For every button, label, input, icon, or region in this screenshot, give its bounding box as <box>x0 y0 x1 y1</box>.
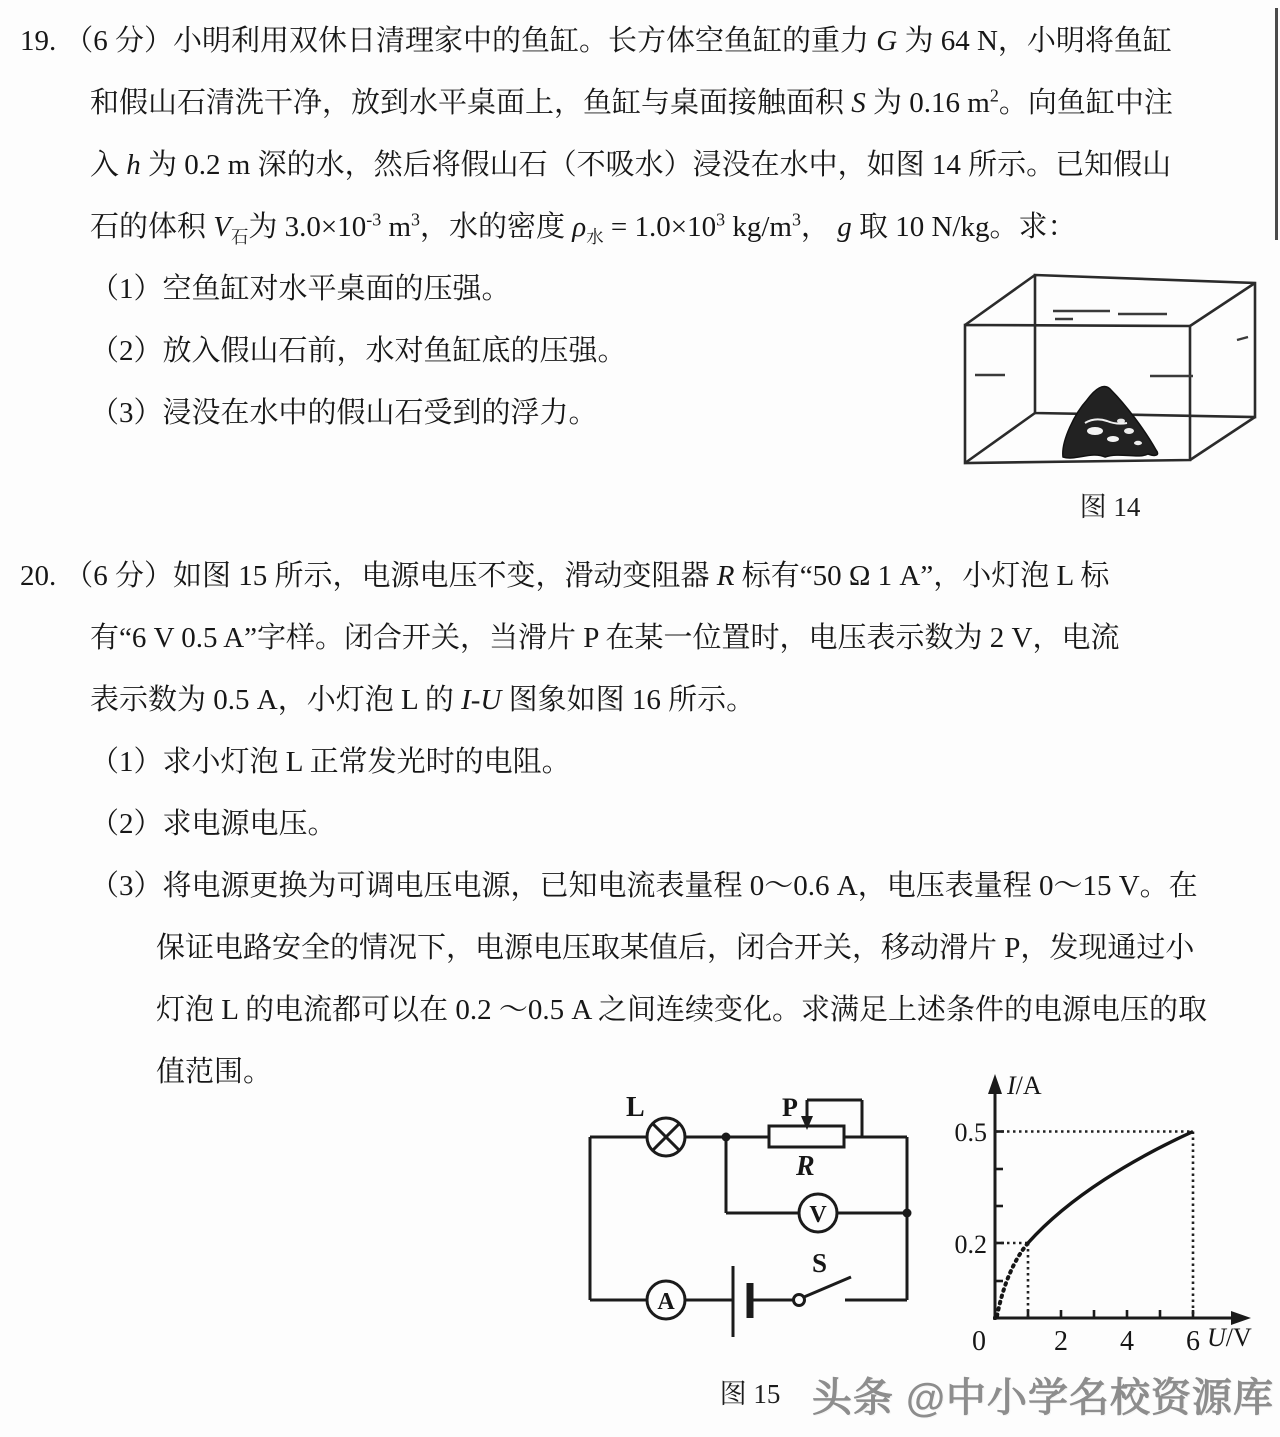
problem-20-sub-3-cont-3: 值范围。 <box>156 1056 273 1088</box>
y-tick-0-5: 0.5 <box>954 1118 987 1147</box>
problem-19-line-1 <box>20 10 1280 72</box>
figure-15-circuit <box>560 1080 940 1360</box>
y-axis-label: I/A <box>1007 1071 1042 1100</box>
slider-arrowhead <box>801 1116 813 1130</box>
voltmeter-label: V <box>809 1202 827 1228</box>
problem-20-sub-2: （2）求电源电压。 <box>90 808 337 840</box>
junction-dot-right <box>903 1209 912 1218</box>
axis-ticks <box>995 1132 1193 1319</box>
problem-19-line-2: 和假山石清洗干净，放到水平桌面上，鱼缸与桌面接触面积 S 为 0.16 $m^2$。向鱼缸中注 <box>90 85 1173 119</box>
problem-19-sub-3: （3）浸没在水中的假山石受到的浮力。 <box>90 397 598 429</box>
junction-dot-top <box>722 1133 731 1142</box>
figure-15-caption: 图 15 <box>719 1379 781 1409</box>
problem-20-sub-3: （3）将电源更换为可调电压电源，已知电流表量程 0～0.6 A，电压表量程 0～15 V。在 <box>90 870 1198 902</box>
problem-20-sub-3-cont-1: 保证电路安全的情况下，电源电压取某值后，闭合开关，移动滑片 P，发现通过小 <box>156 932 1195 964</box>
problem-19-number: 19. <box>20 25 57 57</box>
rheostat-symbol <box>769 1126 844 1147</box>
guide-lines <box>995 1132 1193 1319</box>
figure-16-iu-graph <box>935 1070 1280 1360</box>
figure-14-caption: 图 14 <box>1079 492 1141 522</box>
origin-label: 0 <box>972 1326 986 1357</box>
x-tick-4: 4 <box>1120 1326 1134 1357</box>
problem-20-sub-3-cont-2: 灯泡 L 的电流都可以在 0.2 ～0.5 A 之间连续变化。求满足上述条件的电源电压的取 <box>156 994 1207 1026</box>
lamp-label: L <box>626 1092 645 1123</box>
problem-20-line-1 <box>20 545 1280 607</box>
switch-lever <box>804 1277 851 1297</box>
problem-19-sub-1: （1）空鱼缸对水平桌面的压强。 <box>90 273 511 305</box>
switch-pivot <box>794 1295 805 1306</box>
watermark: 头条 @中小学名校资源库 <box>811 1376 1274 1420</box>
x-tick-6: 6 <box>1186 1326 1200 1357</box>
problem-19-line-3: 入 h 为 0.2 m 深的水，然后将假山石（不吸水）浸没在水中，如图 14 所示。已知假山 <box>90 149 1172 181</box>
x-axis-label: U/V <box>1207 1323 1252 1352</box>
problem-20-sub-1: （1）求小灯泡 L 正常发光时的电阻。 <box>90 746 571 778</box>
x-tick-2: 2 <box>1054 1326 1068 1357</box>
problem-20-line-2: 有“6 V 0.5 A”字样。闭合开关，当滑片 P 在某一位置时，电压表示数为 2 V，电流 <box>90 622 1120 654</box>
figure-14-fish-tank <box>945 263 1275 485</box>
rheostat-label: R <box>796 1151 815 1182</box>
water-surface-marks <box>975 311 1248 376</box>
slider-label: P <box>782 1093 798 1122</box>
problem-20-line-1-text: （6 分）如图 15 所示，电源电压不变，滑动变阻器 R 标有“50 Ω 1 A”，小灯泡 L 标 <box>64 560 1110 592</box>
rock <box>1063 387 1158 458</box>
ammeter-label: A <box>657 1289 675 1315</box>
problem-20 <box>20 545 1280 1103</box>
curve-dotted-segment <box>997 1243 1028 1316</box>
y-tick-0-2: 0.2 <box>954 1230 987 1259</box>
problem-19-line-4: 石的体积 $V_石$为 $3.0\times 10^{-3}$ $m^3$，水的密度 $\rho_水 = 1.0\times 10^3$ $kg/m^3$， g 取 10 N/kg。求： <box>90 209 1077 247</box>
problem-20-number: 20. <box>20 560 57 592</box>
problem-20-line-3: 表示数为 0.5 A，小灯泡 L 的 I-U 图象如图 16 所示。 <box>90 684 756 716</box>
problem-19-line-1-text: （6 分）小明利用双休日清理家中的鱼缸。长方体空鱼缸的重力 G 为 64 N，小明将鱼缸 <box>64 25 1172 57</box>
switch-label: S <box>812 1248 828 1278</box>
y-axis-arrow <box>988 1074 1002 1094</box>
problem-19-sub-2: （2）放入假山石前，水对鱼缸底的压强。 <box>90 335 627 367</box>
curve-solid-segment <box>1028 1132 1193 1244</box>
